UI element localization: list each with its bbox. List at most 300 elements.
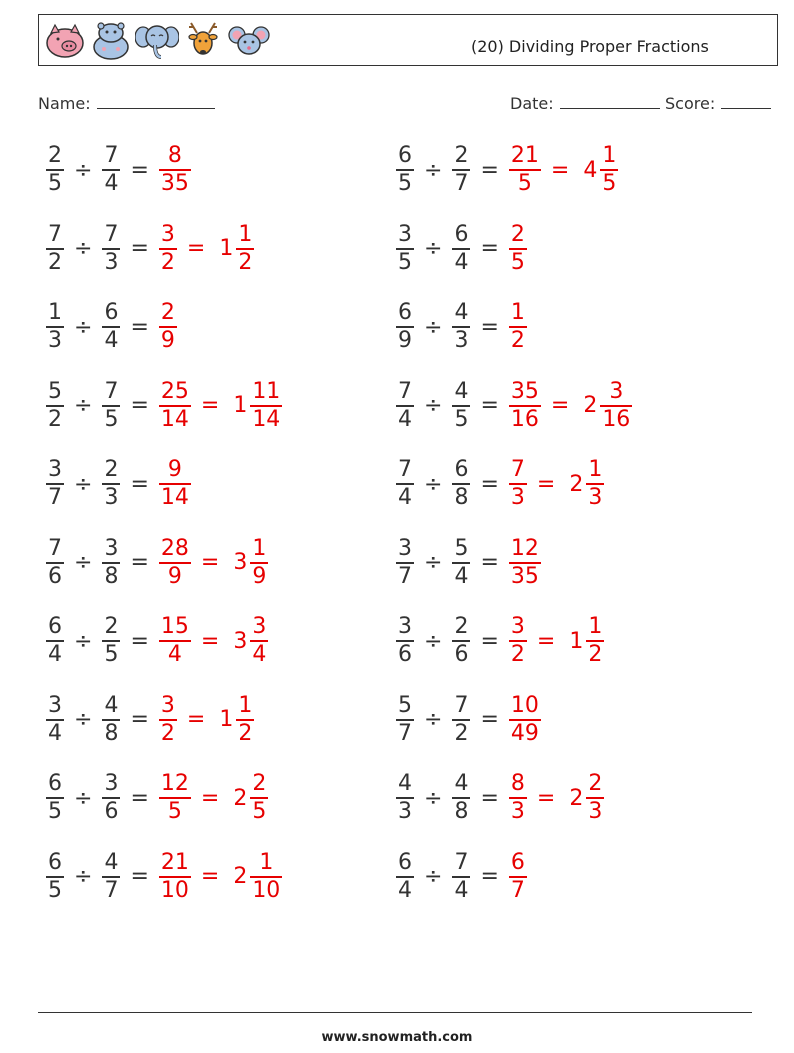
numerator: 3 [160,221,175,247]
equals-sign: = [536,471,556,497]
numerator: 3 [48,457,62,482]
problem-row [44,611,270,671]
problem-row [44,768,270,828]
problem-row [44,219,256,279]
footer-site: www.snowmath.com [321,1030,473,1045]
equals-sign: = [550,393,570,418]
fraction [396,222,414,276]
fraction [452,771,470,825]
denominator: 5 [104,406,119,432]
denominator: 4 [104,171,119,196]
numerator: 3 [398,535,412,561]
numerator: 6 [48,849,62,875]
equals-sign: = [130,471,149,497]
numerator: 3 [609,378,624,404]
mouse-icon [227,19,271,63]
numerator: 3 [48,692,62,718]
fraction [46,457,64,511]
fraction [102,771,120,825]
numerator: 1 [602,143,617,168]
denominator: 7 [48,485,62,510]
divide-sign: ÷ [74,864,93,889]
answer-fraction [509,379,541,433]
denominator: 3 [398,799,412,824]
denominator: 9 [160,328,175,353]
denominator: 5 [104,642,119,667]
numerator: 3 [160,692,175,718]
problem-row [44,690,256,750]
denominator: 5 [398,249,412,275]
numerator: 7 [454,692,469,718]
equals-sign: = [480,157,499,183]
fraction [452,850,470,904]
footer-divider [38,1012,752,1013]
numerator: 7 [104,221,119,247]
fraction [102,614,120,668]
denominator: 49 [510,720,539,746]
equals-sign: = [480,628,499,654]
denominator: 2 [588,642,603,667]
numerator: 4 [104,692,119,718]
equals-sign: = [480,550,499,575]
answer-fraction [509,693,541,747]
animal-icons [43,19,271,63]
denominator: 8 [454,485,469,510]
fraction [46,771,64,825]
divide-sign: ÷ [74,471,93,497]
score-field[interactable] [665,93,771,113]
numerator: 1 [48,300,62,325]
answer-fraction [159,222,177,276]
denominator: 2 [510,328,525,353]
fraction [396,536,414,590]
numerator: 1 [259,849,274,875]
denominator: 6 [104,799,119,824]
problem-row [394,297,529,357]
numerator: 4 [454,300,469,325]
fraction [452,300,470,354]
answer-fraction [159,300,177,354]
fraction [102,457,120,511]
denominator: 16 [510,406,539,432]
equals-sign: = [200,628,220,654]
denominator: 3 [104,249,119,275]
denominator: 5 [398,171,412,196]
answer-fraction [509,457,527,511]
numerator: 2 [104,614,119,639]
numerator: 4 [398,771,412,796]
equals-sign: = [480,314,499,340]
name-field[interactable] [38,93,215,113]
fraction [452,536,470,590]
denominator: 3 [454,328,469,353]
numerator: 7 [104,378,119,404]
numerator: 6 [48,771,62,796]
denominator: 6 [48,563,62,589]
denominator: 8 [454,799,469,824]
fraction [46,850,64,904]
fraction [396,693,414,747]
numerator: 1 [510,300,525,325]
numerator: 6 [398,849,412,875]
equals-sign: = [480,864,499,889]
divide-sign: ÷ [424,628,443,654]
denominator: 7 [398,563,412,589]
equals-sign: = [130,864,149,889]
problem-row [394,611,606,671]
denominator: 7 [454,171,469,196]
numerator: 6 [454,221,469,247]
fraction [452,222,470,276]
numerator: 2 [510,221,525,247]
answer-fraction [586,771,604,825]
answer-fraction [159,693,177,747]
numerator: 11 [252,378,281,404]
fraction [396,379,414,433]
numerator: 21 [510,143,539,168]
divide-sign: ÷ [424,314,443,340]
equals-sign: = [200,864,220,889]
denominator: 5 [602,171,617,196]
denominator: 4 [398,406,412,432]
numerator: 2 [252,771,267,796]
numerator: 5 [454,535,469,561]
equals-sign: = [130,393,149,418]
numerator: 1 [238,692,253,718]
numerator: 8 [510,771,525,796]
fraction [396,457,414,511]
mixed-whole: 2 [583,393,598,418]
denominator: 14 [252,406,281,432]
equals-sign: = [480,785,499,811]
divide-sign: ÷ [424,707,443,732]
numerator: 3 [398,614,412,639]
problem-row [394,768,606,828]
answer-fraction [250,614,268,668]
problem-row [394,140,620,200]
denominator: 5 [454,406,469,432]
mixed-whole: 2 [569,471,584,497]
equals-sign: = [130,314,149,340]
answer-fraction [586,614,604,668]
equals-sign: = [186,236,206,261]
denominator: 9 [398,328,412,353]
denominator: 4 [104,328,119,353]
equals-sign: = [536,785,556,811]
answer-fraction [159,457,191,511]
answer-fraction [600,143,618,197]
numerator: 7 [398,457,412,482]
denominator: 16 [602,406,631,432]
denominator: 4 [48,642,62,667]
fraction [396,143,414,197]
numerator: 3 [104,771,119,796]
fraction [102,693,120,747]
denominator: 2 [160,720,175,746]
fraction [46,222,64,276]
denominator: 14 [160,485,189,510]
denominator: 7 [398,720,412,746]
fraction [452,379,470,433]
numerator: 7 [398,378,412,404]
numerator: 9 [167,457,182,482]
fraction [102,143,120,197]
numerator: 1 [252,535,267,561]
numerator: 2 [454,143,469,168]
denominator: 4 [454,249,469,275]
answer-fraction [250,536,268,590]
numerator: 2 [454,614,469,639]
answer-fraction [159,379,191,433]
problem-row [44,376,284,436]
divide-sign: ÷ [74,393,93,418]
equals-sign: = [130,707,149,732]
numerator: 5 [48,378,62,404]
equals-sign: = [480,236,499,261]
divide-sign: ÷ [424,393,443,418]
denominator: 3 [510,799,525,824]
numerator: 6 [454,457,469,482]
pig-icon [43,19,87,63]
denominator: 2 [454,720,469,746]
numerator: 6 [510,849,525,875]
denominator: 9 [252,563,267,589]
denominator: 8 [104,563,119,589]
numerator: 6 [48,614,62,639]
denominator: 2 [48,406,62,432]
numerator: 6 [398,143,412,168]
fraction [102,379,120,433]
divide-sign: ÷ [74,785,93,811]
numerator: 7 [104,143,119,168]
denominator: 3 [510,485,525,510]
divide-sign: ÷ [74,236,93,261]
name-blank[interactable] [97,93,215,109]
problem-row [394,454,606,514]
denominator: 35 [510,563,539,589]
mixed-whole: 2 [233,864,248,889]
denominator: 3 [588,799,603,824]
hippo-icon [89,19,133,63]
denominator: 9 [167,563,182,589]
answer-fraction [509,536,541,590]
divide-sign: ÷ [74,628,93,654]
equals-sign: = [186,707,206,732]
equals-sign: = [200,393,220,418]
deer-icon [181,19,225,63]
divide-sign: ÷ [424,785,443,811]
denominator: 4 [454,563,469,589]
denominator: 3 [104,485,119,510]
denominator: 7 [104,877,119,903]
numerator: 2 [104,457,119,482]
answer-fraction [509,300,527,354]
denominator: 2 [238,720,253,746]
name-label: Name: [38,94,91,113]
numerator: 3 [252,614,267,639]
numerator: 6 [398,300,412,325]
problem-row [394,219,529,279]
divide-sign: ÷ [424,157,443,183]
mixed-whole: 1 [569,628,584,654]
equals-sign: = [130,157,149,183]
divide-sign: ÷ [74,157,93,183]
denominator: 35 [160,171,189,196]
fraction [46,379,64,433]
numerator: 5 [398,692,412,718]
score-label: Score: [665,94,716,113]
problem-row [394,533,543,593]
fraction [102,850,120,904]
answer-fraction [250,771,268,825]
problem-row [394,690,543,750]
fraction [452,614,470,668]
numerator: 4 [454,771,469,796]
fraction [396,300,414,354]
divide-sign: ÷ [424,864,443,889]
fraction [46,693,64,747]
problem-row [44,140,193,200]
numerator: 3 [398,221,412,247]
equals-sign: = [480,471,499,497]
divide-sign: ÷ [74,314,93,340]
numerator: 10 [510,692,539,718]
denominator: 2 [238,249,253,275]
worksheet-title: (20) Dividing Proper Fractions [471,37,709,56]
mixed-whole: 1 [219,236,234,261]
denominator: 3 [588,485,603,510]
fraction [396,771,414,825]
numerator: 25 [160,378,189,404]
answer-fraction [159,614,191,668]
answer-fraction [509,771,527,825]
denominator: 5 [48,171,62,196]
divide-sign: ÷ [424,471,443,497]
denominator: 4 [454,877,469,903]
equals-sign: = [536,628,556,654]
numerator: 21 [160,849,189,875]
fraction [102,300,120,354]
numerator: 2 [48,143,62,168]
mixed-whole: 2 [569,785,584,811]
equals-sign: = [200,785,220,811]
equals-sign: = [130,785,149,811]
answer-fraction [159,850,191,904]
elephant-icon [135,19,179,63]
denominator: 5 [252,799,267,824]
mixed-whole: 2 [233,785,248,811]
divide-sign: ÷ [74,707,93,732]
answer-fraction [509,614,527,668]
numerator: 6 [104,300,119,325]
denominator: 2 [160,249,175,275]
denominator: 4 [252,642,267,667]
denominator: 2 [48,249,62,275]
fraction [452,457,470,511]
denominator: 4 [48,720,62,746]
denominator: 8 [104,720,119,746]
date-label: Date: [510,94,554,113]
fraction [46,143,64,197]
denominator: 6 [398,642,412,667]
answer-fraction [236,222,254,276]
numerator: 7 [48,535,62,561]
equals-sign: = [550,157,570,183]
numerator: 12 [160,771,189,796]
fraction [396,614,414,668]
fraction [452,143,470,197]
divide-sign: ÷ [424,550,443,575]
problem-row [44,533,270,593]
denominator: 5 [48,799,62,824]
score-blank[interactable] [721,93,771,109]
divide-sign: ÷ [424,236,443,261]
denominator: 5 [517,171,532,196]
problem-row [44,297,179,357]
fraction [46,300,64,354]
denominator: 10 [160,877,189,903]
numerator: 12 [510,535,539,561]
fraction [102,222,120,276]
numerator: 7 [48,221,62,247]
fraction [102,536,120,590]
header-box [38,14,778,66]
equals-sign: = [130,236,149,261]
numerator: 4 [104,849,119,875]
denominator: 2 [510,642,525,667]
answer-fraction [250,850,282,904]
numerator: 7 [510,457,525,482]
numerator: 7 [454,849,469,875]
numerator: 1 [588,457,603,482]
denominator: 4 [398,485,412,510]
numerator: 3 [104,535,119,561]
fraction [396,850,414,904]
answer-fraction [250,379,282,433]
divide-sign: ÷ [74,550,93,575]
mixed-whole: 3 [233,628,248,654]
answer-fraction [159,536,191,590]
answer-fraction [509,222,527,276]
numerator: 3 [510,614,525,639]
numerator: 4 [454,378,469,404]
problem-row [44,847,284,907]
answer-fraction [159,143,191,197]
problem-row [394,376,634,436]
numerator: 28 [160,535,189,561]
fraction [46,536,64,590]
mixed-whole: 4 [583,157,598,183]
mixed-whole: 3 [233,550,248,575]
answer-fraction [509,850,527,904]
numerator: 15 [160,614,189,639]
equals-sign: = [480,707,499,732]
denominator: 6 [454,642,469,667]
denominator: 4 [167,642,182,667]
equals-sign: = [130,628,149,654]
problem-row [394,847,529,907]
equals-sign: = [130,550,149,575]
date-field[interactable] [510,93,660,113]
numerator: 2 [588,771,603,796]
equals-sign: = [480,393,499,418]
fraction [46,614,64,668]
denominator: 10 [252,877,281,903]
problem-row [44,454,193,514]
date-blank[interactable] [560,93,660,109]
denominator: 5 [510,249,525,275]
fraction [452,693,470,747]
